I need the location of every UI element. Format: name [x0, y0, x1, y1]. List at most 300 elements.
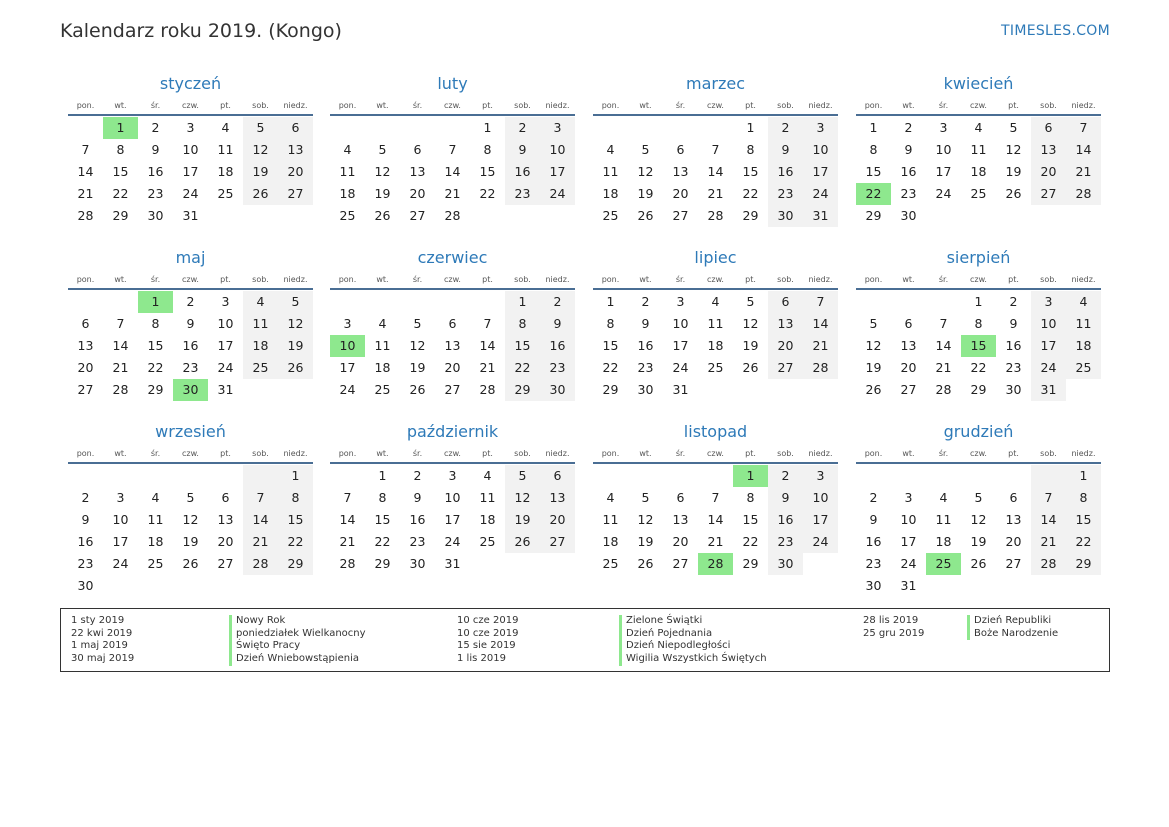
empty-cell: [891, 291, 926, 313]
empty-cell: [330, 117, 365, 139]
day-cell: 2: [186, 294, 195, 309]
legend-names-col-3: [967, 615, 1058, 640]
day-cell: 29: [742, 556, 759, 571]
weekday-label: śr.: [675, 101, 686, 110]
day-cell: 22: [278, 531, 313, 553]
day-cell: 19: [970, 534, 987, 549]
holiday-day-cell: 15: [961, 335, 996, 357]
day-cell: 19: [742, 338, 759, 353]
day-cell: 11: [970, 142, 987, 157]
day-cell: 17: [803, 509, 838, 531]
day-cell: 14: [243, 509, 278, 531]
day-cell: 18: [147, 534, 164, 549]
day-cell: 3: [186, 120, 195, 135]
weekday-label: sob.: [777, 449, 794, 458]
day-cell: 14: [707, 512, 724, 527]
holiday-name: Zielone Świątki: [619, 615, 767, 628]
day-cell: 3: [803, 117, 838, 139]
day-cell: 5: [413, 316, 422, 331]
legend-names-col-1: [229, 615, 366, 666]
day-cell: 2: [81, 490, 90, 505]
day-cell: 15: [742, 164, 759, 179]
weekday-label: śr.: [150, 449, 161, 458]
day-cell: 6: [278, 117, 313, 139]
day-cell: 28: [1066, 183, 1101, 205]
weekday-label: niedz.: [283, 101, 308, 110]
day-cell: 20: [1031, 161, 1066, 183]
day-cell: 16: [409, 512, 426, 527]
day-cell: 2: [1009, 294, 1018, 309]
weekday-label: czw.: [970, 275, 987, 284]
day-cell: 11: [147, 512, 164, 527]
day-cell: 16: [900, 164, 917, 179]
day-cell: 4: [243, 291, 278, 313]
day-cell: 31: [1031, 379, 1066, 401]
day-cell: 7: [81, 142, 90, 157]
day-cell: 2: [540, 291, 575, 313]
day-cell: 8: [278, 487, 313, 509]
weekday-label: pt.: [220, 449, 231, 458]
weekday-label: śr.: [150, 101, 161, 110]
holiday-date: 25 gru 2019: [863, 627, 925, 639]
day-cell: 12: [970, 512, 987, 527]
legend-dates-col-2: [457, 615, 518, 666]
day-cell: 6: [676, 490, 685, 505]
day-cell: 23: [540, 357, 575, 379]
weekday-label: pon.: [864, 275, 883, 284]
day-cell: 24: [112, 556, 129, 571]
day-cell: 13: [278, 139, 313, 161]
day-cell: 24: [182, 186, 199, 201]
day-cell: 13: [77, 338, 94, 353]
month-name: wrzesień: [155, 422, 226, 441]
day-cell: 4: [483, 468, 492, 483]
holiday-date: 10 cze 2019: [457, 627, 519, 639]
day-cell: 21: [1031, 531, 1066, 553]
day-cell: 1: [505, 291, 540, 313]
day-cell: 10: [935, 142, 952, 157]
month-calendar: [593, 420, 838, 575]
day-cell: 1: [1066, 465, 1101, 487]
day-cell: 18: [970, 164, 987, 179]
weekday-label: czw.: [444, 449, 461, 458]
day-cell: 17: [672, 338, 689, 353]
day-cell: 23: [768, 531, 803, 553]
day-cell: 30: [900, 208, 917, 223]
day-cell: 17: [803, 161, 838, 183]
day-cell: 5: [278, 291, 313, 313]
day-cell: 22: [479, 186, 496, 201]
day-cell: 16: [147, 164, 164, 179]
day-cell: 24: [803, 531, 838, 553]
weekday-label: pon.: [76, 275, 95, 284]
weekday-label: pon.: [601, 275, 620, 284]
month-calendar: [856, 246, 1101, 401]
day-cell: 28: [803, 357, 838, 379]
weekday-label: pon.: [601, 449, 620, 458]
day-cell: 6: [448, 316, 457, 331]
day-cell: 20: [672, 186, 689, 201]
day-cell: 25: [147, 556, 164, 571]
day-cell: 30: [768, 205, 803, 227]
day-cell: 27: [217, 556, 234, 571]
day-cell: 26: [243, 183, 278, 205]
day-cell: 5: [378, 142, 387, 157]
empty-cell: [173, 465, 208, 487]
month-calendar: [68, 246, 313, 401]
month-name: grudzień: [943, 422, 1014, 441]
day-cell: 30: [768, 553, 803, 575]
day-cell: 8: [151, 316, 160, 331]
day-cell: 13: [540, 487, 575, 509]
empty-cell: [365, 291, 400, 313]
day-cell: 9: [768, 139, 803, 161]
day-cell: 11: [243, 313, 278, 335]
holiday-day-cell: 1: [138, 291, 173, 313]
day-cell: 26: [637, 556, 654, 571]
day-cell: 2: [505, 117, 540, 139]
day-cell: 17: [900, 534, 917, 549]
day-cell: 27: [444, 382, 461, 397]
empty-cell: [856, 291, 891, 313]
weekday-label: sob.: [514, 275, 531, 284]
weekday-header: [856, 270, 1101, 290]
day-cell: 12: [865, 338, 882, 353]
day-cell: 16: [768, 509, 803, 531]
day-cell: 8: [483, 142, 492, 157]
day-grid: [330, 290, 575, 401]
weekday-label: wt.: [376, 449, 389, 458]
day-cell: 3: [448, 468, 457, 483]
day-grid: [330, 464, 575, 575]
day-cell: 31: [803, 205, 838, 227]
day-cell: 18: [479, 512, 496, 527]
day-cell: 10: [803, 487, 838, 509]
weekday-label: sob.: [777, 101, 794, 110]
weekday-label: śr.: [412, 101, 423, 110]
empty-cell: [470, 291, 505, 313]
day-cell: 30: [77, 578, 94, 593]
day-cell: 11: [602, 512, 619, 527]
empty-cell: [68, 291, 103, 313]
day-cell: 15: [479, 164, 496, 179]
day-cell: 31: [217, 382, 234, 397]
day-cell: 29: [147, 382, 164, 397]
month-name: czerwiec: [417, 248, 488, 267]
day-cell: 25: [339, 208, 356, 223]
weekday-label: niedz.: [808, 449, 833, 458]
weekday-label: czw.: [707, 101, 724, 110]
day-cell: 22: [112, 186, 129, 201]
day-cell: 4: [939, 490, 948, 505]
day-cell: 19: [865, 360, 882, 375]
holiday-name: Dzień Niepodległości: [619, 640, 767, 653]
day-cell: 30: [637, 382, 654, 397]
holiday-day-cell: 25: [926, 553, 961, 575]
day-cell: 21: [112, 360, 129, 375]
day-cell: 8: [974, 316, 983, 331]
day-cell: 24: [339, 382, 356, 397]
day-cell: 9: [641, 316, 650, 331]
day-cell: 7: [803, 291, 838, 313]
day-cell: 1: [378, 468, 387, 483]
legend-dates-col-3: [863, 615, 924, 640]
day-cell: 26: [1005, 186, 1022, 201]
day-cell: 2: [641, 294, 650, 309]
day-cell: 5: [869, 316, 878, 331]
day-grid: [593, 464, 838, 575]
day-cell: 29: [374, 556, 391, 571]
empty-cell: [1031, 465, 1066, 487]
day-cell: 27: [77, 382, 94, 397]
day-cell: 18: [374, 360, 391, 375]
day-cell: 24: [1031, 357, 1066, 379]
day-cell: 31: [444, 556, 461, 571]
day-cell: 15: [1066, 509, 1101, 531]
holiday-day-cell: 30: [173, 379, 208, 401]
day-cell: 27: [672, 208, 689, 223]
day-cell: 12: [505, 487, 540, 509]
weekday-header: [68, 270, 313, 290]
holiday-date: 10 cze 2019: [457, 615, 519, 626]
day-cell: 27: [900, 382, 917, 397]
day-cell: 25: [479, 534, 496, 549]
day-cell: 5: [505, 465, 540, 487]
day-cell: 20: [540, 509, 575, 531]
weekday-label: czw.: [444, 275, 461, 284]
holiday-name: Święto Pracy: [229, 640, 366, 653]
weekday-label: sob.: [252, 275, 269, 284]
day-cell: 29: [505, 379, 540, 401]
day-cell: 1: [746, 120, 755, 135]
weekday-label: wt.: [639, 101, 652, 110]
day-cell: 11: [707, 316, 724, 331]
day-cell: 19: [182, 534, 199, 549]
month-calendar: [68, 420, 313, 597]
empty-cell: [663, 117, 698, 139]
day-cell: 22: [742, 534, 759, 549]
day-cell: 8: [606, 316, 615, 331]
weekday-label: wt.: [902, 101, 915, 110]
day-grid: [68, 290, 313, 401]
day-cell: 3: [540, 117, 575, 139]
day-cell: 17: [182, 164, 199, 179]
day-cell: 9: [505, 139, 540, 161]
day-cell: 29: [865, 208, 882, 223]
day-cell: 27: [1005, 556, 1022, 571]
holiday-day-cell: 1: [733, 465, 768, 487]
day-cell: 3: [803, 465, 838, 487]
holiday-date: 15 sie 2019: [457, 640, 516, 652]
day-cell: 31: [900, 578, 917, 593]
day-cell: 23: [409, 534, 426, 549]
day-cell: 23: [637, 360, 654, 375]
day-cell: 16: [768, 161, 803, 183]
empty-cell: [400, 291, 435, 313]
weekday-label: sob.: [252, 101, 269, 110]
day-cell: 11: [374, 338, 391, 353]
day-cell: 4: [974, 120, 983, 135]
day-cell: 20: [1005, 534, 1022, 549]
day-cell: 18: [1066, 335, 1101, 357]
day-cell: 1: [278, 465, 313, 487]
day-cell: 13: [768, 313, 803, 335]
month-calendar: [856, 420, 1101, 597]
empty-cell: [856, 465, 891, 487]
day-cell: 7: [1066, 117, 1101, 139]
day-cell: 29: [742, 208, 759, 223]
day-cell: 23: [77, 556, 94, 571]
empty-cell: [103, 291, 138, 313]
day-cell: 4: [151, 490, 160, 505]
day-cell: 17: [935, 164, 952, 179]
month-calendar: [330, 246, 575, 401]
day-cell: 15: [505, 335, 540, 357]
day-cell: 22: [505, 357, 540, 379]
day-cell: 14: [935, 338, 952, 353]
day-cell: 22: [374, 534, 391, 549]
day-cell: 12: [243, 139, 278, 161]
day-cell: 20: [409, 186, 426, 201]
holiday-name: Dzień Pojednania: [619, 628, 767, 641]
day-cell: 4: [606, 490, 615, 505]
holiday-date: 22 kwi 2019: [71, 627, 133, 639]
weekday-label: śr.: [150, 275, 161, 284]
weekday-label: czw.: [182, 275, 199, 284]
day-cell: 30: [147, 208, 164, 223]
day-cell: 15: [112, 164, 129, 179]
day-cell: 6: [221, 490, 230, 505]
day-grid: [856, 116, 1101, 227]
day-cell: 4: [343, 142, 352, 157]
day-cell: 20: [672, 534, 689, 549]
weekday-label: pt.: [220, 275, 231, 284]
brand-link[interactable]: TIMESLES.COM: [1001, 23, 1110, 39]
weekday-label: wt.: [376, 275, 389, 284]
empty-cell: [628, 465, 663, 487]
day-cell: 18: [707, 338, 724, 353]
day-cell: 22: [970, 360, 987, 375]
weekday-label: pon.: [76, 449, 95, 458]
day-cell: 9: [768, 487, 803, 509]
weekday-label: pon.: [338, 275, 357, 284]
weekday-label: pon.: [76, 101, 95, 110]
day-cell: 7: [116, 316, 125, 331]
weekday-label: pt.: [1008, 101, 1019, 110]
day-cell: 5: [641, 142, 650, 157]
day-cell: 27: [1031, 183, 1066, 205]
day-cell: 18: [217, 164, 234, 179]
day-cell: 22: [1066, 531, 1101, 553]
day-cell: 31: [182, 208, 199, 223]
day-cell: 27: [278, 183, 313, 205]
day-cell: 19: [637, 186, 654, 201]
day-cell: 4: [1066, 291, 1101, 313]
day-cell: 29: [1066, 553, 1101, 575]
day-cell: 13: [409, 164, 426, 179]
day-cell: 30: [1005, 382, 1022, 397]
day-cell: 2: [413, 468, 422, 483]
day-cell: 18: [339, 186, 356, 201]
day-cell: 7: [1031, 487, 1066, 509]
day-cell: 20: [278, 161, 313, 183]
day-cell: 21: [479, 360, 496, 375]
day-cell: 20: [900, 360, 917, 375]
weekday-label: śr.: [412, 275, 423, 284]
day-cell: 7: [711, 490, 720, 505]
holiday-date: 28 lis 2019: [863, 615, 919, 626]
day-cell: 2: [151, 120, 160, 135]
legend-dates-col-1: [71, 615, 134, 666]
day-cell: 16: [865, 534, 882, 549]
day-cell: 26: [374, 208, 391, 223]
day-cell: 8: [746, 490, 755, 505]
weekday-label: niedz.: [545, 449, 570, 458]
empty-cell: [698, 117, 733, 139]
month-name: kwiecień: [943, 74, 1014, 93]
day-cell: 5: [1009, 120, 1018, 135]
day-cell: 17: [217, 338, 234, 353]
empty-cell: [138, 465, 173, 487]
day-cell: 9: [904, 142, 913, 157]
month-name: październik: [406, 422, 499, 441]
day-cell: 19: [374, 186, 391, 201]
day-cell: 10: [444, 490, 461, 505]
weekday-label: niedz.: [1071, 101, 1096, 110]
day-cell: 28: [1031, 553, 1066, 575]
day-cell: 10: [217, 316, 234, 331]
holiday-day-cell: 22: [856, 183, 891, 205]
day-cell: 14: [339, 512, 356, 527]
day-cell: 11: [1066, 313, 1101, 335]
day-cell: 22: [602, 360, 619, 375]
day-cell: 6: [540, 465, 575, 487]
day-cell: 19: [637, 534, 654, 549]
weekday-label: wt.: [114, 449, 127, 458]
day-cell: 4: [221, 120, 230, 135]
day-cell: 3: [343, 316, 352, 331]
day-cell: 8: [505, 313, 540, 335]
day-cell: 9: [869, 512, 878, 527]
empty-cell: [68, 117, 103, 139]
empty-cell: [663, 465, 698, 487]
day-cell: 24: [935, 186, 952, 201]
day-cell: 13: [1005, 512, 1022, 527]
day-cell: 15: [374, 512, 391, 527]
day-cell: 9: [151, 142, 160, 157]
day-cell: 5: [746, 294, 755, 309]
empty-cell: [400, 117, 435, 139]
day-cell: 29: [112, 208, 129, 223]
weekday-header: [68, 96, 313, 116]
empty-cell: [435, 117, 470, 139]
page-title: Kalendarz roku 2019. (Kongo): [60, 20, 342, 42]
day-cell: 25: [217, 186, 234, 201]
weekday-label: sob.: [252, 449, 269, 458]
month-calendar: [856, 72, 1101, 227]
day-cell: 21: [803, 335, 838, 357]
day-cell: 23: [505, 183, 540, 205]
holiday-name: Dzień Republiki: [967, 615, 1058, 628]
day-cell: 12: [637, 512, 654, 527]
day-cell: 16: [77, 534, 94, 549]
month-calendar: [68, 72, 313, 227]
weekday-header: [330, 96, 575, 116]
empty-cell: [330, 465, 365, 487]
weekday-label: czw.: [707, 449, 724, 458]
day-cell: 20: [444, 360, 461, 375]
day-cell: 8: [869, 142, 878, 157]
